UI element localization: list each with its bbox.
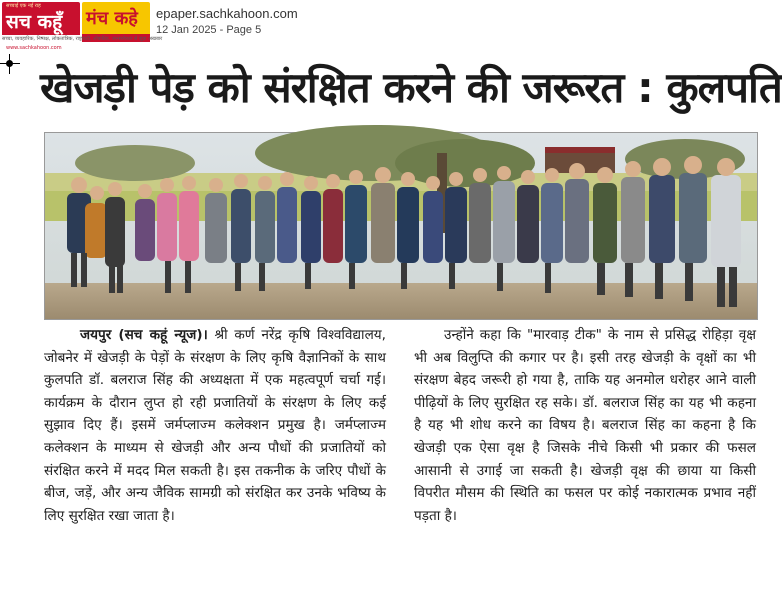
logo-tag: सच्चाई एक नई राह: [6, 3, 41, 9]
masthead-tagline: सच्चा, व्यवहारिक, निष्पक्ष, लोकतांत्रिक, राष्ट्रवादी, लोकप्रिय, जनसरोकार से जुड़ा अखबार: [2, 36, 163, 42]
logo-secondary-text: मंच कहे: [86, 8, 138, 29]
article-left-text: श्री कर्ण नरेंद्र कृषि विश्वविद्यालय, जोबनेर में खेजड़ी के पेड़ों के संरक्षण के लिए कृषि वैज्ञानिकों के साथ कुलपति डॉ. बलराज सिंह की अध्यक्षता में एक महत्वपूर्ण चर्चा गई। कार्यक्रम के दौरान लुप्त हो रही प्रजातियों के संरक्षण के लिए कई सुझाव दिए हैं। इसमें जर्मप्लाज्म कलेक्शन प्रमुख है। जर्मप्लाज्म कलेक्शन के माध्यम से खेजड़ी और अन्य पौधों की प्रजातियों को संरक्षित करने में मदद मिल सकती है। इस तकनीक के जरिए पौधों के बीज, जड़ें, और अन्य जैविक सामग्री को संरक्षित कर उनके भविष्य के लिए सुरक्षित रखा जाता है।: [44, 327, 386, 524]
epaper-site[interactable]: epaper.sachkahoon.com: [156, 6, 298, 21]
edition-date-page: 12 Jan 2025 - Page 5: [156, 24, 262, 36]
article-right-text: उन्होंने कहा कि "मारवाड़ टीक" के नाम से प्रसिद्ध रोहिड़ा वृक्ष भी अब विलुप्ति की कगार पर है। इसी तरह खेजड़ी के वृक्षों का भी संरक्षण बेहद जरूरी हो गया है, ताकि यह अनमोल धरोहर आने वाली पीढ़ियों के लिए सुरक्षित रह सके। डॉ. बलराज सिंह का यह भी कहना है यह भी शोध करने का विषय है। बलराज सिंह का कहना है कि खेजड़ी एक ऐसा वृक्ष है जिसके नीचे किसी भी प्रकार की फसल आसानी से उगाई जा सकती है। खेजड़ी वृक्ष की छाया या किसी विपरीत मौसम की स्थिति का फसल पर कोई नकारात्मक प्रभाव नहीं पड़ता है।: [414, 327, 756, 524]
logo-strip-text: www.sachkahoon.com: [6, 45, 62, 51]
logo-primary-text: सच कहूँ: [6, 11, 63, 33]
article-body-right: [414, 324, 756, 527]
article-dateline: जयपुर (सच कहूं न्यूज)।: [80, 327, 208, 343]
article-headline: खेजड़ी पेड़ को संरक्षित करने की जरूरत : कुलपति: [40, 63, 782, 112]
crosshair-icon: [0, 54, 20, 74]
masthead: [0, 0, 768, 51]
article-photo: [44, 132, 758, 320]
article-body-left: [44, 324, 386, 527]
